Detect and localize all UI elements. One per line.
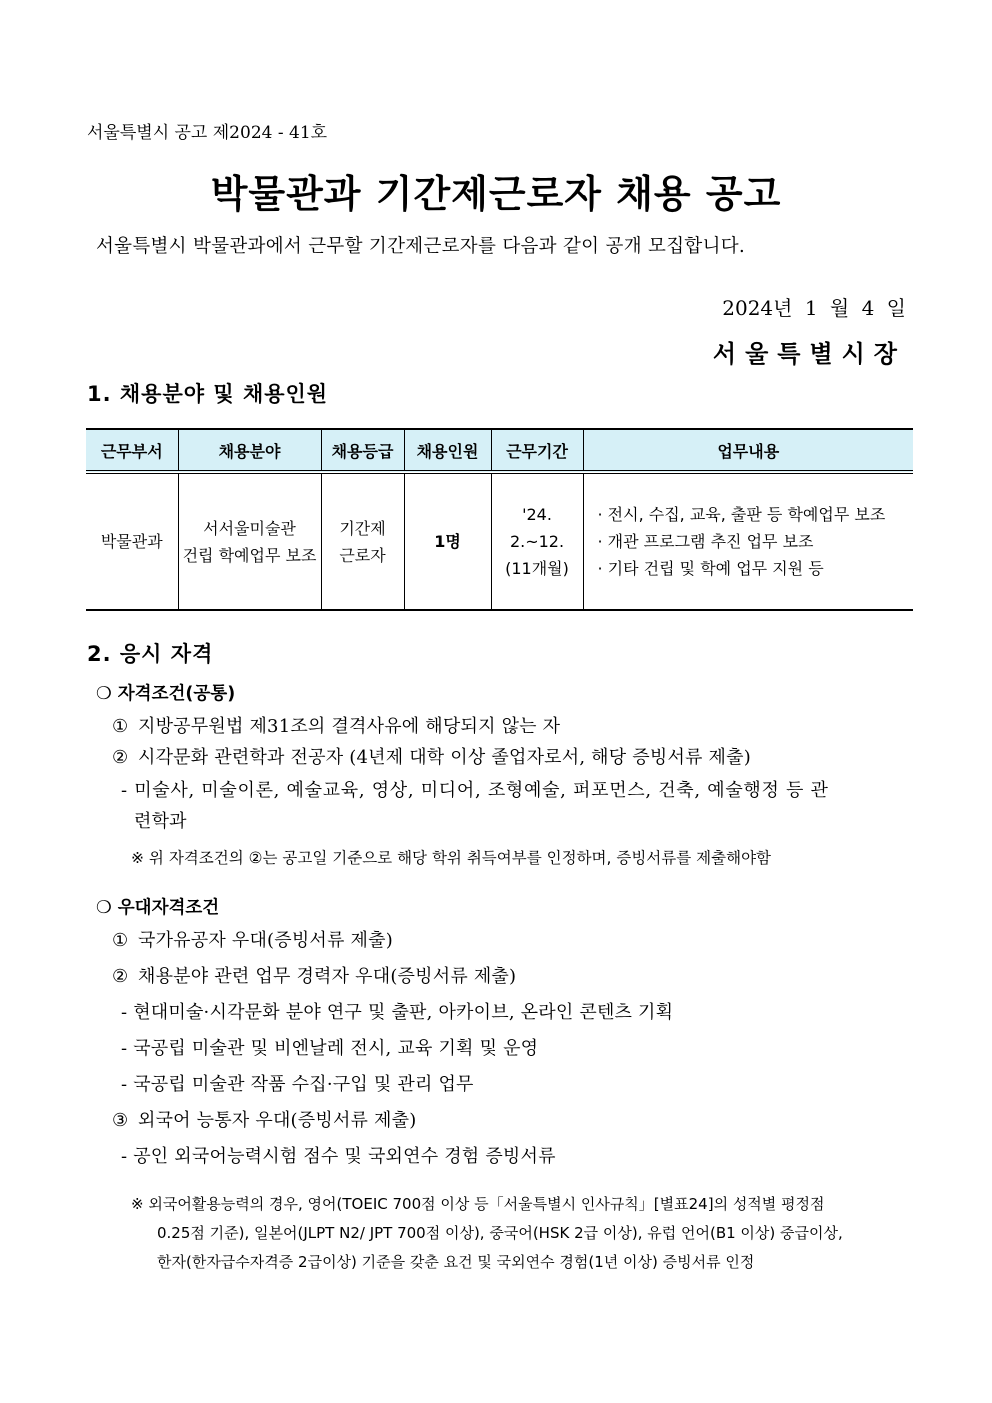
section1-heading: 1. 채용분야 및 채용인원 bbox=[87, 382, 329, 406]
issuer-name: 서울특별시장 bbox=[712, 340, 906, 368]
table-header: 근무기간 bbox=[491, 429, 583, 472]
cell-grade bbox=[321, 472, 404, 610]
period-line: '24. 2.~12. bbox=[509, 505, 565, 551]
duty-item: · 기타 건립 및 학예 업무 지원 등 bbox=[597, 559, 824, 578]
cell-period bbox=[491, 472, 583, 610]
preferred-note-line: 한자(한자급수자격증 2급이상) 기준을 갖춘 요건 및 국외연수 경험(1년 이상) 증빙서류 인정 bbox=[157, 1253, 755, 1271]
table-header: 채용등급 bbox=[321, 429, 404, 472]
common-qualifications-title: ❍ 자격조건(공통) bbox=[96, 684, 236, 704]
section2-heading: 2. 응시 자격 bbox=[87, 642, 214, 666]
common-item-1 bbox=[112, 712, 560, 738]
number-marker: ① bbox=[112, 930, 129, 951]
preferred-item-1 bbox=[112, 926, 393, 952]
preferred-item-2-sub: - 현대미술·시각문화 분야 연구 및 출판, 아카이브, 온라인 콘텐츠 기획 bbox=[121, 1002, 674, 1023]
preferred-item-2 bbox=[112, 962, 516, 988]
cell-field bbox=[178, 472, 321, 610]
preferred-item-3 bbox=[112, 1106, 416, 1132]
cell-count: 1명 bbox=[404, 472, 491, 610]
common-item-2 bbox=[112, 743, 751, 769]
table-header: 근무부서 bbox=[86, 429, 178, 472]
period-line: (11개월) bbox=[505, 559, 569, 578]
cell-dept: 박물관과 bbox=[86, 472, 178, 610]
number-marker: ② bbox=[112, 966, 129, 987]
notice-number: 서울특별시 공고 제2024 - 41호 bbox=[87, 123, 328, 143]
item-text: 지방공무원법 제31조의 결격사유에 해당되지 않는 자 bbox=[138, 716, 561, 737]
field-line: 서서울미술관 bbox=[203, 518, 296, 538]
page-title: 박물관과 기간제근로자 채용 공고 bbox=[210, 172, 782, 216]
duty-item: · 개관 프로그램 추진 업무 보조 bbox=[597, 532, 814, 551]
cell-duties bbox=[583, 472, 913, 610]
common-note: ※ 위 자격조건의 ②는 공고일 기준으로 해당 학위 취득여부를 인정하며, 증빙서류를 제출해야함 bbox=[131, 849, 772, 867]
recruitment-table bbox=[86, 428, 913, 611]
preferred-qualifications-title: ❍ 우대자격조건 bbox=[96, 898, 220, 918]
table-header-row bbox=[86, 429, 913, 472]
item-text: 시각문화 관련학과 전공자 (4년제 대학 이상 졸업자로서, 해당 증빙서류 제출) bbox=[138, 747, 751, 768]
duty-item: · 전시, 수집, 교육, 출판 등 학예업무 보조 bbox=[597, 505, 886, 524]
preferred-item-3-sub: - 공인 외국어능력시험 점수 및 국외연수 경험 증빙서류 bbox=[121, 1146, 556, 1167]
table-header: 채용인원 bbox=[404, 429, 491, 472]
notice-date: 2024년 1 월 4 일 bbox=[722, 296, 906, 320]
intro-text: 서울특별시 박물관과에서 근무할 기간제근로자를 다음과 같이 공개 모집합니다. bbox=[96, 236, 746, 257]
preferred-note-line: ※ 외국어활용능력의 경우, 영어(TOEIC 700점 이상 등「서울특별시 인사규칙」[별표24]의 성적별 평정점 bbox=[131, 1195, 825, 1213]
table-header: 채용분야 bbox=[178, 429, 321, 472]
grade-line: 근로자 bbox=[339, 545, 386, 565]
number-marker: ① bbox=[112, 716, 129, 737]
common-item-2-sub: - 미술사, 미술이론, 예술교육, 영상, 미디어, 조형예술, 퍼포먼스, 건축, 예술행정 등 관 bbox=[121, 780, 829, 801]
preferred-note-line: 0.25점 기준), 일본어(JLPT N2/ JPT 700점 이상), 중국어(HSK 2급 이상), 유럽 언어(B1 이상) 중급이상, bbox=[157, 1224, 843, 1242]
item-text: 채용분야 관련 업무 경력자 우대(증빙서류 제출) bbox=[138, 966, 517, 987]
common-item-2-sub-cont: 련학과 bbox=[134, 811, 187, 832]
item-text: 국가유공자 우대(증빙서류 제출) bbox=[138, 930, 393, 951]
grade-line: 기간제 bbox=[339, 518, 386, 538]
field-line: 건립 학예업무 보조 bbox=[182, 545, 317, 565]
preferred-item-2-sub: - 국공립 미술관 및 비엔날레 전시, 교육 기획 및 운영 bbox=[121, 1038, 539, 1059]
number-marker: ③ bbox=[112, 1110, 129, 1131]
table-row bbox=[86, 472, 913, 610]
table-header: 업무내용 bbox=[583, 429, 913, 472]
number-marker: ② bbox=[112, 747, 129, 768]
item-text: 외국어 능통자 우대(증빙서류 제출) bbox=[138, 1110, 417, 1131]
preferred-item-2-sub: - 국공립 미술관 작품 수집·구입 및 관리 업무 bbox=[121, 1074, 474, 1095]
